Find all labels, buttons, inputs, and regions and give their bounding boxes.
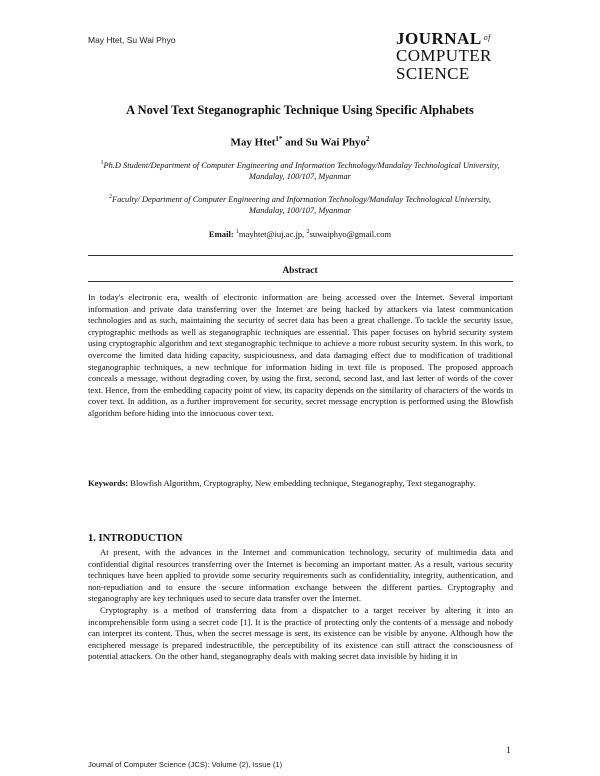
- affiliation-1-sup: 1: [100, 160, 104, 166]
- email-2-sup: 2: [306, 229, 310, 236]
- introduction-body: [88, 547, 513, 663]
- affiliation-1: [95, 158, 505, 183]
- abstract-rule-top: [88, 255, 513, 256]
- email-1-link[interactable]: mayhtet@iuj.ac.jp,: [238, 229, 305, 239]
- author-and: and: [282, 136, 306, 149]
- affiliation-1-text: Ph.D Student/Department of Computer Engineering and Information Technology/Mandalay Technological University, Mandalay, 100/107, Myanmar: [103, 160, 500, 182]
- keywords-text: Blowfish Algorithm, Cryptography, New embedding technique, Steganography, Text steganography.: [128, 478, 476, 488]
- introduction-paragraph-2: Cryptography is a method of transferring data from a dispatcher to a target receiver by altering it into an incomprehensible form using a secret code [1]. It is the practice of protecting only the contents of a message and nobody can interpret its content. Thus, when the secret message is sent, its existence can be visible by anyone. Although how the enciphered message is prepared indestructible, the perceptibility of its existence can still attract the consciousness of potential attackers. On the other hand, steganography deals with making secret data invisible by hiding it in: [88, 604, 513, 662]
- author-1: May Htet: [230, 136, 276, 149]
- journal-logo: [396, 30, 514, 84]
- introduction-paragraph-1: At present, with the advances in the Internet and communication technology, security of multimedia data and confidential digital resources transferring over the Internet is becoming an important matter. As a result, various security techniques have been applied to provide some security requirements such as confidentiality, integrity, authentication, and non-repudiation and to ensure the secure information exchange between the different parties. Cryptography and steganography are key techniques used to secure data transfer over the Internet.: [88, 547, 513, 604]
- email-2-link[interactable]: suwaiphyo@gmail.com: [309, 229, 392, 239]
- abstract-rule-bottom: [88, 281, 513, 282]
- email-label: Email:: [208, 229, 234, 239]
- logo-line-journal: JOURNAL $^{of}$: [396, 29, 491, 48]
- abstract-heading: Abstract: [282, 266, 318, 276]
- logo-of: of: [483, 33, 491, 42]
- keywords: [88, 478, 513, 490]
- logo-line-science: SCIENCE: [396, 64, 470, 83]
- footer-journal-info: Journal of Computer Science (JCS): Volume (2), Issue (1): [88, 760, 283, 769]
- affiliation-2: [95, 192, 505, 217]
- running-head: May Htet, Su Wai Phyo: [88, 35, 176, 45]
- section-heading-introduction: 1. INTRODUCTION: [88, 533, 183, 544]
- affiliation-2-sup: 2: [109, 194, 112, 200]
- abstract-body: In today's electronic era, wealth of electronic information are being accessed over the Internet. Several important information and private data transferring over the Internet are being hacked by attackers via latest communication technologies and as such, maintaining the security of secret data has been a great challenge. To tackle the security issue, cryptographic methods as well as steganographic techniques are essential. This paper focuses on hybrid security system using cryptographic algorithm and text steganographic technique to achieve a more robust security system. In this work, to overcome the limited data hiding capacity, suspiciousness, and data damaging effect due to modification of traditional steganographic techniques, a new technique for information hiding in text file is proposed. The proposed approach conceals a message, without degrading cover, by using the first, second, second last, and last letter of words of the cover text. Hence, from the embedding capacity point of view, its capacity depends on the similarity of characters of the words in cover text. In addition, as a further improvement for security, secret message encryption is performed using the Blowfish algorithm before hiding into the innocuous cover text.: [88, 292, 513, 418]
- author-1-sup: 1*: [275, 135, 283, 143]
- email-1-sup: 1: [235, 229, 239, 236]
- email-line: [60, 229, 540, 239]
- paper-title: A Novel Text Steganographic Technique Using Specific Alphabets: [126, 103, 474, 117]
- affiliation-2-text: Faculty/ Department of Computer Engineering and Information Technology/Mandalay Technological University, Mandalay, 100/107, Myanmar: [112, 194, 491, 216]
- logo-line-computer: COMPUTER: [396, 46, 492, 65]
- author-line: [60, 135, 540, 149]
- author-2-sup: 2: [365, 135, 370, 143]
- page-number: 1: [506, 746, 511, 756]
- keywords-label: Keywords:: [88, 478, 129, 488]
- author-2: Su Wai Phyo: [305, 136, 366, 149]
